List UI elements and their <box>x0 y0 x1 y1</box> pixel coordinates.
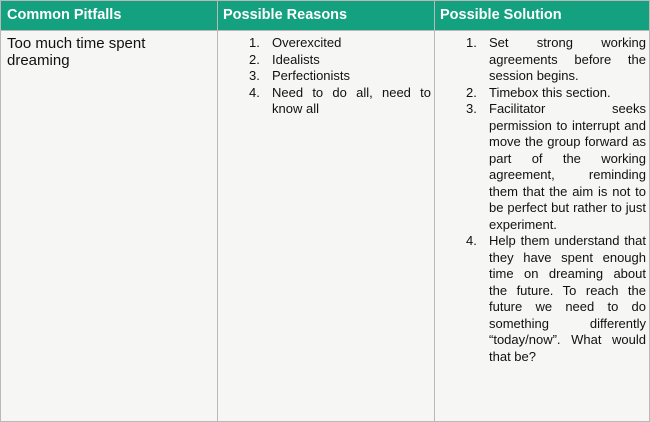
list-number: 2. <box>466 84 477 100</box>
header-possible-reasons: Possible Reasons <box>223 7 348 23</box>
list-item <box>466 101 646 233</box>
list-item <box>466 35 646 85</box>
solutions-list <box>466 35 646 365</box>
solutions-cell <box>466 35 646 365</box>
table-header <box>1 1 649 30</box>
list-number: 4. <box>249 84 260 100</box>
solution-text: Timebox this section. <box>489 84 611 100</box>
list-item <box>249 85 431 118</box>
solution-text: Facilitator seeks permission to interrupt and move the group forward as part of the working agreement, reminding them that the aim is not to be perfect but rather to just experiment. <box>489 101 646 232</box>
list-number: 1. <box>466 35 477 50</box>
list-item <box>466 233 646 365</box>
reasons-cell <box>249 35 431 118</box>
list-item <box>249 52 431 69</box>
list-number: 4. <box>466 233 477 248</box>
column-divider-2 <box>434 1 435 421</box>
list-item <box>249 68 431 85</box>
list-item <box>466 85 646 102</box>
reason-text: Idealists <box>272 51 320 67</box>
list-item <box>249 35 431 52</box>
header-common-pitfalls: Common Pitfalls <box>7 7 122 23</box>
solution-text: Help them understand that they have spent enough time on dreaming about the future. To reach the future we need to do something differently “today/now”. What would that be? <box>489 233 646 364</box>
header-possible-solution: Possible Solution <box>440 7 562 23</box>
pitfall-cell: Too much time spent dreaming <box>7 35 146 69</box>
column-divider-1 <box>217 1 218 421</box>
reason-text: Overexcited <box>272 35 342 50</box>
reason-text: Need to do all, need to know all <box>272 84 431 116</box>
list-number: 2. <box>249 51 260 67</box>
list-number: 1. <box>249 35 260 50</box>
solution-text: Set strong working agreements before the session begins. <box>489 35 646 83</box>
reasons-list <box>249 35 431 118</box>
header-divider <box>1 30 649 31</box>
list-number: 3. <box>249 68 260 83</box>
reason-text: Perfectionists <box>272 68 351 83</box>
list-number: 3. <box>466 101 477 116</box>
